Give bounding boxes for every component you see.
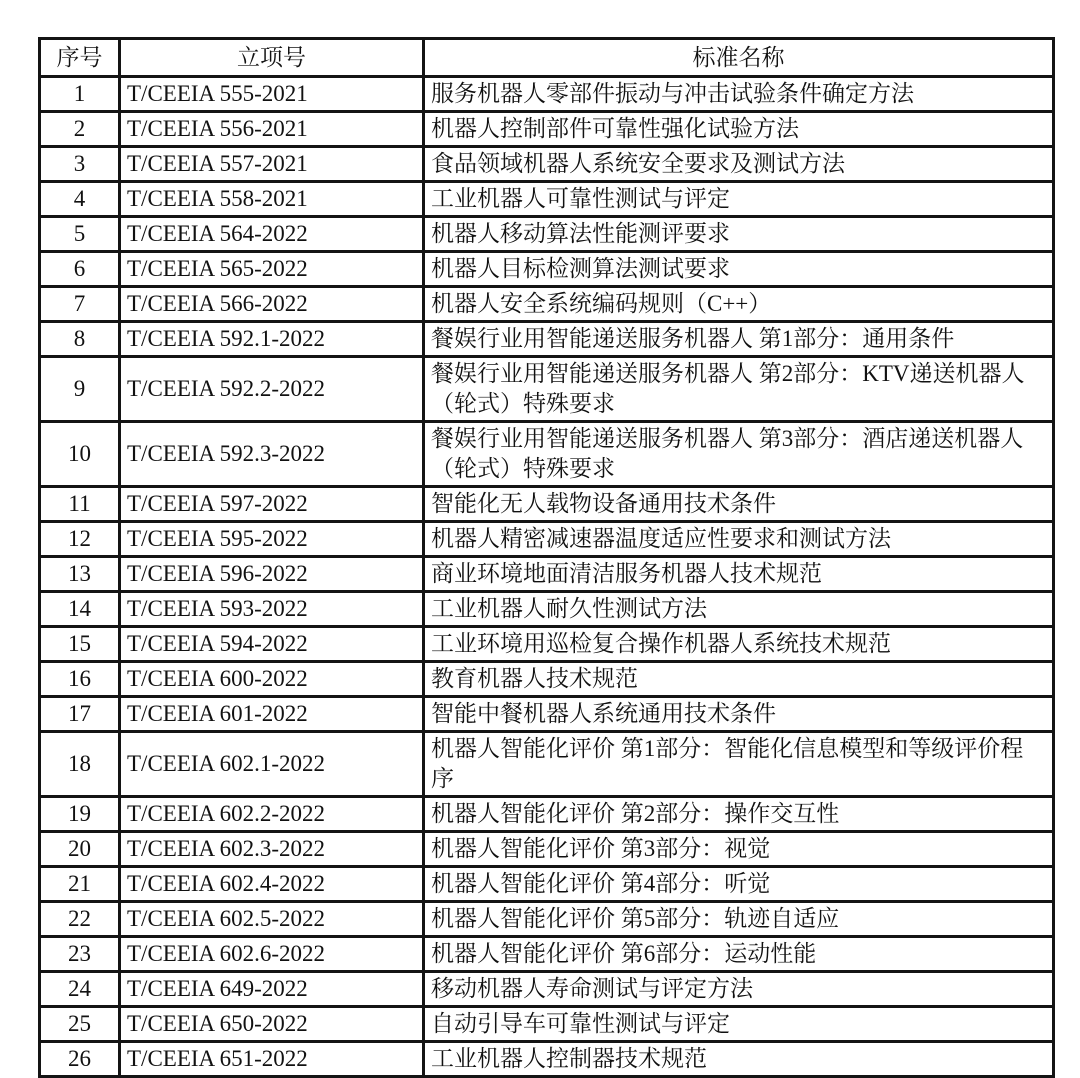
cell-project-code: T/CEEIA 596-2022 bbox=[120, 557, 424, 592]
cell-serial: 1 bbox=[40, 77, 120, 112]
table-row bbox=[40, 662, 1054, 697]
col-header-standard-name: 标准名称 bbox=[424, 39, 1054, 77]
table-row bbox=[40, 287, 1054, 322]
cell-serial: 4 bbox=[40, 182, 120, 217]
table-row bbox=[40, 322, 1054, 357]
cell-project-code: T/CEEIA 566-2022 bbox=[120, 287, 424, 322]
cell-serial: 17 bbox=[40, 697, 120, 732]
table-row bbox=[40, 972, 1054, 1007]
cell-project-code: T/CEEIA 597-2022 bbox=[120, 487, 424, 522]
cell-serial: 12 bbox=[40, 522, 120, 557]
cell-standard-name: 机器人智能化评价 第1部分：智能化信息模型和等级评价程序 bbox=[424, 732, 1054, 797]
cell-serial: 24 bbox=[40, 972, 120, 1007]
cell-serial: 16 bbox=[40, 662, 120, 697]
cell-project-code: T/CEEIA 592.3-2022 bbox=[120, 422, 424, 487]
cell-serial: 2 bbox=[40, 112, 120, 147]
cell-project-code: T/CEEIA 602.3-2022 bbox=[120, 832, 424, 867]
cell-standard-name: 机器人目标检测算法测试要求 bbox=[424, 252, 1054, 287]
cell-standard-name: 工业机器人控制器技术规范 bbox=[424, 1042, 1054, 1077]
col-header-project-code: 立项号 bbox=[120, 39, 424, 77]
cell-project-code: T/CEEIA 650-2022 bbox=[120, 1007, 424, 1042]
cell-project-code: T/CEEIA 594-2022 bbox=[120, 627, 424, 662]
table-row bbox=[40, 422, 1054, 487]
cell-serial: 21 bbox=[40, 867, 120, 902]
table-row bbox=[40, 112, 1054, 147]
cell-serial: 19 bbox=[40, 797, 120, 832]
cell-standard-name: 食品领域机器人系统安全要求及测试方法 bbox=[424, 147, 1054, 182]
table-row bbox=[40, 867, 1054, 902]
col-header-serial: 序号 bbox=[40, 39, 120, 77]
table-row bbox=[40, 697, 1054, 732]
cell-project-code: T/CEEIA 556-2021 bbox=[120, 112, 424, 147]
table-row bbox=[40, 1007, 1054, 1042]
cell-standard-name: 机器人智能化评价 第4部分：听觉 bbox=[424, 867, 1054, 902]
cell-serial: 9 bbox=[40, 357, 120, 422]
table-row bbox=[40, 1042, 1054, 1077]
cell-serial: 11 bbox=[40, 487, 120, 522]
cell-standard-name: 机器人智能化评价 第2部分：操作交互性 bbox=[424, 797, 1054, 832]
table-row bbox=[40, 522, 1054, 557]
cell-standard-name: 机器人智能化评价 第6部分：运动性能 bbox=[424, 937, 1054, 972]
cell-project-code: T/CEEIA 564-2022 bbox=[120, 217, 424, 252]
cell-project-code: T/CEEIA 602.4-2022 bbox=[120, 867, 424, 902]
cell-project-code: T/CEEIA 565-2022 bbox=[120, 252, 424, 287]
cell-serial: 3 bbox=[40, 147, 120, 182]
table-row bbox=[40, 147, 1054, 182]
cell-serial: 22 bbox=[40, 902, 120, 937]
cell-serial: 13 bbox=[40, 557, 120, 592]
cell-standard-name: 机器人移动算法性能测评要求 bbox=[424, 217, 1054, 252]
cell-serial: 20 bbox=[40, 832, 120, 867]
cell-standard-name: 智能化无人载物设备通用技术条件 bbox=[424, 487, 1054, 522]
cell-standard-name: 餐娱行业用智能递送服务机器人 第2部分：KTV递送机器人（轮式）特殊要求 bbox=[424, 357, 1054, 422]
cell-serial: 18 bbox=[40, 732, 120, 797]
table-row bbox=[40, 902, 1054, 937]
table-header bbox=[40, 39, 1054, 77]
cell-standard-name: 智能中餐机器人系统通用技术条件 bbox=[424, 697, 1054, 732]
cell-standard-name: 移动机器人寿命测试与评定方法 bbox=[424, 972, 1054, 1007]
cell-standard-name: 机器人智能化评价 第5部分：轨迹自适应 bbox=[424, 902, 1054, 937]
cell-standard-name: 餐娱行业用智能递送服务机器人 第3部分：酒店递送机器人（轮式）特殊要求 bbox=[424, 422, 1054, 487]
cell-project-code: T/CEEIA 595-2022 bbox=[120, 522, 424, 557]
cell-standard-name: 服务机器人零部件振动与冲击试验条件确定方法 bbox=[424, 77, 1054, 112]
cell-project-code: T/CEEIA 600-2022 bbox=[120, 662, 424, 697]
cell-project-code: T/CEEIA 601-2022 bbox=[120, 697, 424, 732]
cell-project-code: T/CEEIA 592.2-2022 bbox=[120, 357, 424, 422]
cell-project-code: T/CEEIA 602.1-2022 bbox=[120, 732, 424, 797]
cell-project-code: T/CEEIA 602.6-2022 bbox=[120, 937, 424, 972]
table-row bbox=[40, 797, 1054, 832]
cell-serial: 14 bbox=[40, 592, 120, 627]
table-row bbox=[40, 832, 1054, 867]
cell-standard-name: 商业环境地面清洁服务机器人技术规范 bbox=[424, 557, 1054, 592]
cell-project-code: T/CEEIA 602.5-2022 bbox=[120, 902, 424, 937]
table-row bbox=[40, 487, 1054, 522]
cell-serial: 23 bbox=[40, 937, 120, 972]
table-row bbox=[40, 592, 1054, 627]
table-row bbox=[40, 77, 1054, 112]
cell-serial: 26 bbox=[40, 1042, 120, 1077]
cell-project-code: T/CEEIA 592.1-2022 bbox=[120, 322, 424, 357]
cell-serial: 6 bbox=[40, 252, 120, 287]
cell-project-code: T/CEEIA 651-2022 bbox=[120, 1042, 424, 1077]
table-row bbox=[40, 627, 1054, 662]
table-row bbox=[40, 357, 1054, 422]
table-row bbox=[40, 732, 1054, 797]
table-row bbox=[40, 182, 1054, 217]
table-row bbox=[40, 217, 1054, 252]
table-row bbox=[40, 937, 1054, 972]
cell-standard-name: 机器人安全系统编码规则（C++） bbox=[424, 287, 1054, 322]
cell-standard-name: 自动引导车可靠性测试与评定 bbox=[424, 1007, 1054, 1042]
header-row bbox=[40, 39, 1054, 77]
table-row bbox=[40, 252, 1054, 287]
standards-table bbox=[38, 37, 1055, 1078]
cell-project-code: T/CEEIA 602.2-2022 bbox=[120, 797, 424, 832]
cell-standard-name: 机器人精密减速器温度适应性要求和测试方法 bbox=[424, 522, 1054, 557]
cell-serial: 25 bbox=[40, 1007, 120, 1042]
cell-standard-name: 工业机器人可靠性测试与评定 bbox=[424, 182, 1054, 217]
cell-serial: 8 bbox=[40, 322, 120, 357]
cell-project-code: T/CEEIA 593-2022 bbox=[120, 592, 424, 627]
cell-standard-name: 机器人智能化评价 第3部分：视觉 bbox=[424, 832, 1054, 867]
cell-serial: 10 bbox=[40, 422, 120, 487]
cell-standard-name: 教育机器人技术规范 bbox=[424, 662, 1054, 697]
cell-serial: 7 bbox=[40, 287, 120, 322]
cell-standard-name: 餐娱行业用智能递送服务机器人 第1部分：通用条件 bbox=[424, 322, 1054, 357]
cell-standard-name: 工业环境用巡检复合操作机器人系统技术规范 bbox=[424, 627, 1054, 662]
table-body bbox=[40, 77, 1054, 1077]
cell-project-code: T/CEEIA 555-2021 bbox=[120, 77, 424, 112]
table-row bbox=[40, 557, 1054, 592]
cell-standard-name: 工业机器人耐久性测试方法 bbox=[424, 592, 1054, 627]
cell-project-code: T/CEEIA 557-2021 bbox=[120, 147, 424, 182]
cell-standard-name: 机器人控制部件可靠性强化试验方法 bbox=[424, 112, 1054, 147]
cell-serial: 15 bbox=[40, 627, 120, 662]
cell-serial: 5 bbox=[40, 217, 120, 252]
cell-project-code: T/CEEIA 649-2022 bbox=[120, 972, 424, 1007]
cell-project-code: T/CEEIA 558-2021 bbox=[120, 182, 424, 217]
